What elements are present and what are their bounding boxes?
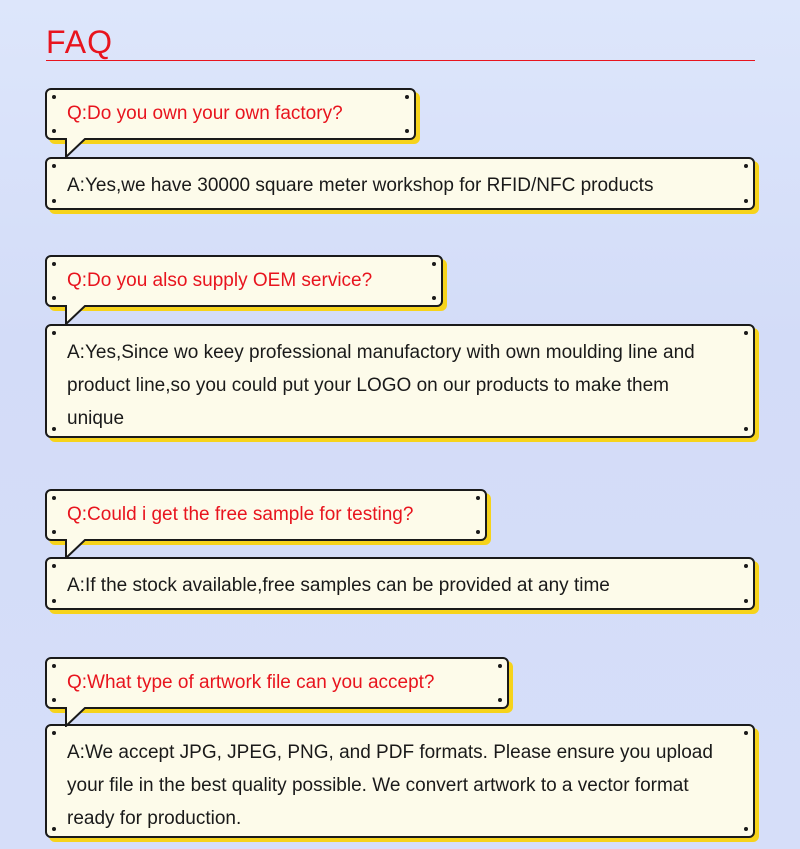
title-divider [46,60,755,61]
rivet-dot [405,95,409,99]
rivet-dot [52,530,56,534]
question-text: Q:Could i get the free sample for testing? [67,504,414,525]
rivet-dot [498,698,502,702]
rivet-dot [476,530,480,534]
rivet-dot [432,296,436,300]
answer-bubble [45,157,755,210]
rivet-dot [405,129,409,133]
question-bubble [45,255,443,307]
rivet-dot [744,164,748,168]
rivet-dot [744,199,748,203]
rivet-dot [498,664,502,668]
rivet-dot [744,564,748,568]
speech-pointer-icon [64,138,88,158]
rivet-dot [744,331,748,335]
rivet-dot [52,95,56,99]
rivet-dot [744,599,748,603]
answer-text: A:Yes,we have 30000 square meter workshop for RFID/NFC products [67,175,654,196]
rivet-dot [52,262,56,266]
question-bubble [45,489,487,541]
rivet-dot [476,496,480,500]
speech-pointer-icon [64,305,88,325]
rivet-dot [52,564,56,568]
question-text: Q:Do you own your own factory? [67,103,343,124]
question-text: Q:What type of artwork file can you accept? [67,672,435,693]
rivet-dot [52,664,56,668]
rivet-dot [52,199,56,203]
speech-pointer-icon [64,539,88,559]
rivet-dot [52,698,56,702]
answer-text: A:We accept JPG, JPEG, PNG, and PDF formats. Please ensure you upload your file in the best quality possible. We convert artwork to a vector format ready for production. [67,742,713,829]
rivet-dot [744,827,748,831]
answer-text: A:If the stock available,free samples can be provided at any time [67,575,610,596]
rivet-dot [52,164,56,168]
rivet-dot [52,331,56,335]
speech-pointer-icon [64,707,88,727]
question-bubble [45,657,509,709]
rivet-dot [744,427,748,431]
rivet-dot [744,731,748,735]
page-title: FAQ [46,24,114,60]
rivet-dot [52,496,56,500]
answer-text: A:Yes,Since wo keey professional manufactory with own moulding line and product line,so you could put your LOGO on our products to make them unique [67,342,695,429]
answer-bubble [45,557,755,610]
answer-bubble [45,324,755,438]
question-text: Q:Do you also supply OEM service? [67,270,373,291]
rivet-dot [52,129,56,133]
rivet-dot [52,599,56,603]
answer-bubble [45,724,755,838]
rivet-dot [52,827,56,831]
rivet-dot [52,296,56,300]
question-bubble [45,88,416,140]
rivet-dot [52,731,56,735]
rivet-dot [52,427,56,431]
rivet-dot [432,262,436,266]
